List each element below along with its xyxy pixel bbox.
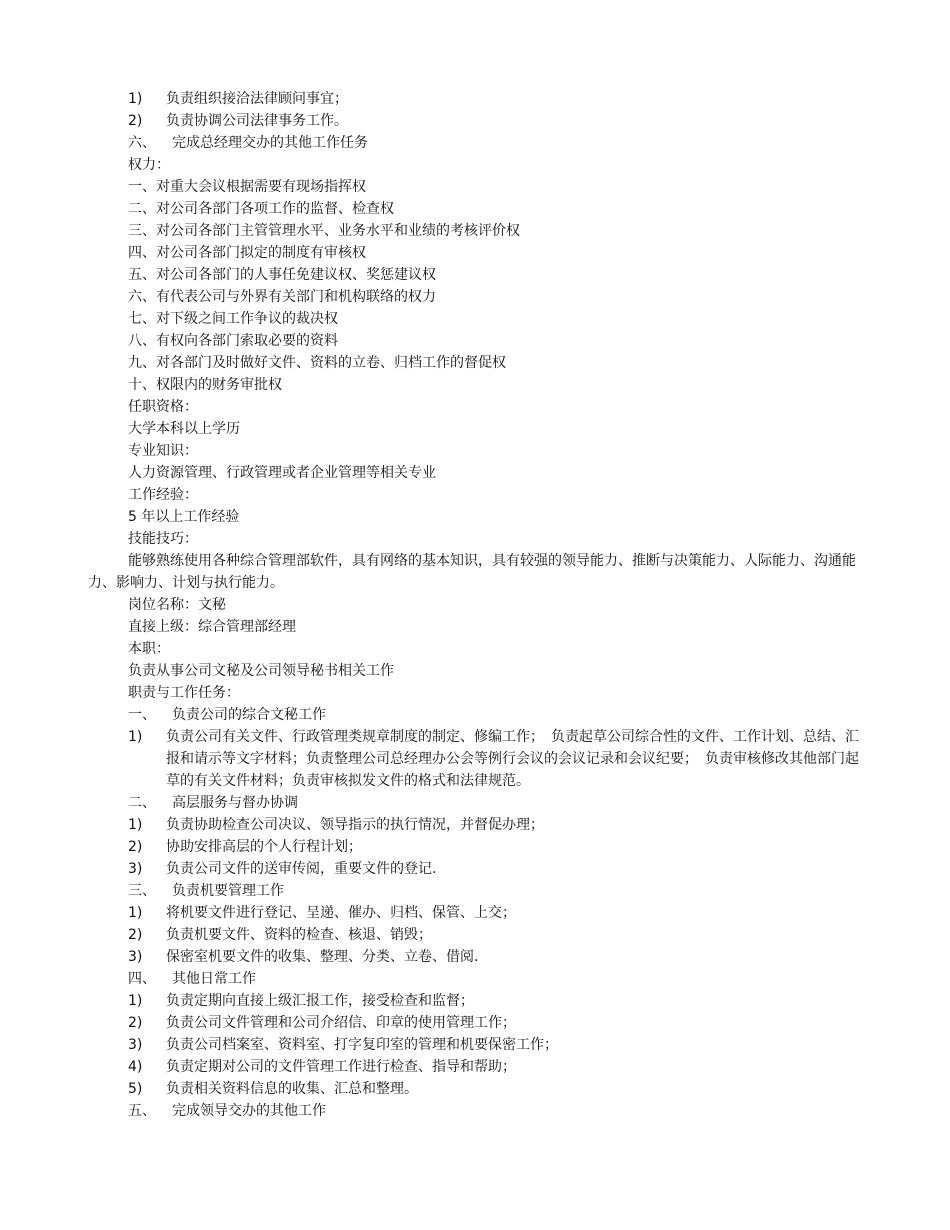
list-item-text: 负责定期向直接上级汇报工作，接受检查和监督； xyxy=(166,993,474,1009)
text-line: 二、对公司各部门各项工作的监督、检查权 xyxy=(128,201,394,217)
section-heading-number: 五、 xyxy=(128,1103,156,1119)
list-item-number: 1) xyxy=(128,91,143,107)
list-item-number: 3) xyxy=(128,861,143,877)
field-label: 职责与工作任务： xyxy=(128,685,240,701)
section-heading xyxy=(88,704,863,726)
field-label: 权力： xyxy=(128,157,170,173)
section-heading xyxy=(88,968,863,990)
list-item xyxy=(88,1034,863,1056)
list-item-text: 负责机要文件、资料的检查、核退、销毁； xyxy=(166,927,432,943)
section-heading-text: 其他日常工作 xyxy=(172,971,256,987)
list-item-text: 负责公司档案室、资料室、打字复印室的管理和机要保密工作； xyxy=(166,1037,558,1053)
section-heading-number: 一、 xyxy=(128,707,156,723)
list-item xyxy=(88,990,863,1012)
section-heading-text: 完成领导交办的其他工作 xyxy=(172,1103,326,1119)
section-heading xyxy=(88,880,863,902)
list-item xyxy=(88,902,863,924)
field-label: 工作经验： xyxy=(128,487,198,503)
section-heading-text: 完成总经理交办的其他工作任务 xyxy=(172,135,368,151)
list-item-text: 将机要文件进行登记、呈递、催办、归档、保管、上交； xyxy=(166,905,516,921)
text-line: 十、权限内的财务审批权 xyxy=(128,377,282,393)
text-line: 大学本科以上学历 xyxy=(128,421,240,437)
paragraph: 能够熟练使用各种综合管理部软件，具有网络的基本知识，具有较强的领导能力、推断与决策能力、人际能力、沟通能力、影响力、计划与执行能力。 xyxy=(88,553,856,591)
text-line: 九、对各部门及时做好文件、资料的立卷、归档工作的督促权 xyxy=(128,355,506,371)
list-item-number: 2) xyxy=(128,927,143,943)
list-item-text: 负责公司文件管理和公司介绍信、印章的使用管理工作； xyxy=(166,1015,516,1031)
section-heading-text: 高层服务与督办协调 xyxy=(172,795,298,811)
list-item xyxy=(88,858,863,880)
list-item-number: 1) xyxy=(128,993,143,1009)
list-item-text: 保密室机要文件的收集、整理、分类、立卷、借阅. xyxy=(166,949,479,965)
list-item-text: 协助安排高层的个人行程计划； xyxy=(166,839,362,855)
text-line: 四、对公司各部门拟定的制度有审核权 xyxy=(128,245,366,261)
field-label: 直接上级：综合管理部经理 xyxy=(128,619,296,635)
text-line: 八、有权向各部门索取必要的资料 xyxy=(128,333,338,349)
list-item xyxy=(88,88,863,110)
text-line: 五、对公司各部门的人事任免建议权、奖惩建议权 xyxy=(128,267,436,283)
list-item-text: 负责定期对公司的文件管理工作进行检查、指导和帮助； xyxy=(166,1059,516,1075)
list-item-text: 负责相关资料信息的收集、汇总和整理。 xyxy=(166,1081,418,1097)
section-heading xyxy=(88,132,863,154)
text-line: 5 年以上工作经验 xyxy=(128,509,240,525)
text-line: 人力资源管理、行政管理或者企业管理等相关专业 xyxy=(128,465,436,481)
list-item xyxy=(88,110,863,132)
text-line: 负责从事公司文秘及公司领导秘书相关工作 xyxy=(128,663,394,679)
text-line: 六、有代表公司与外界有关部门和机构联络的权力 xyxy=(128,289,436,305)
list-item-text: 负责公司有关文件、行政管理类规章制度的制定、修编工作； 负责起草公司综合性的文件、工作计划、总结、汇报和请示等文字材料；负责整理公司总经理办公会等例行会议的会议记录和会议纪要； 负责审核修改其他部门起草的有关文件材料；负责审核拟发文件的格式和法律规范。 xyxy=(166,729,859,789)
list-item xyxy=(88,726,863,792)
section-heading xyxy=(88,792,863,814)
list-item xyxy=(88,814,863,836)
field-label: 任职资格： xyxy=(128,399,198,415)
list-item-number: 1) xyxy=(128,905,143,921)
list-item xyxy=(88,836,863,858)
list-item-number: 2) xyxy=(128,1015,143,1031)
section-heading-number: 二、 xyxy=(128,795,156,811)
section-heading-number: 四、 xyxy=(128,971,156,987)
list-item-number: 3) xyxy=(128,1037,143,1053)
list-item-number: 1) xyxy=(128,817,143,833)
list-item-text: 负责协调公司法律事务工作。 xyxy=(166,113,348,129)
field-label: 技能技巧： xyxy=(128,531,198,547)
section-heading-number: 三、 xyxy=(128,883,156,899)
field-label: 岗位名称：文秘 xyxy=(128,597,226,613)
list-item-number: 5) xyxy=(128,1081,143,1097)
section-heading-number: 六、 xyxy=(128,135,156,151)
list-item-text: 负责协助检查公司决议、领导指示的执行情况，并督促办理； xyxy=(166,817,544,833)
list-item-number: 2) xyxy=(128,113,143,129)
text-line: 七、对下级之间工作争议的裁决权 xyxy=(128,311,338,327)
list-item-text: 负责组织接洽法律顾问事宜； xyxy=(166,91,348,107)
field-label: 本职： xyxy=(128,641,170,657)
list-item xyxy=(88,924,863,946)
document-body xyxy=(88,88,863,1122)
list-item xyxy=(88,1012,863,1034)
section-heading xyxy=(88,1100,863,1122)
list-item-text: 负责公司文件的送审传阅，重要文件的登记. xyxy=(166,861,437,877)
section-heading-text: 负责机要管理工作 xyxy=(172,883,284,899)
field-label: 专业知识： xyxy=(128,443,198,459)
list-item xyxy=(88,946,863,968)
list-item-number: 1) xyxy=(128,729,143,745)
list-item xyxy=(88,1056,863,1078)
list-item-number: 3) xyxy=(128,949,143,965)
list-item xyxy=(88,1078,863,1100)
section-heading-text: 负责公司的综合文秘工作 xyxy=(172,707,326,723)
text-line: 一、对重大会议根据需要有现场指挥权 xyxy=(128,179,366,195)
list-item-number: 4) xyxy=(128,1059,143,1075)
list-item-number: 2) xyxy=(128,839,143,855)
text-line: 三、对公司各部门主管管理水平、业务水平和业绩的考核评价权 xyxy=(128,223,520,239)
